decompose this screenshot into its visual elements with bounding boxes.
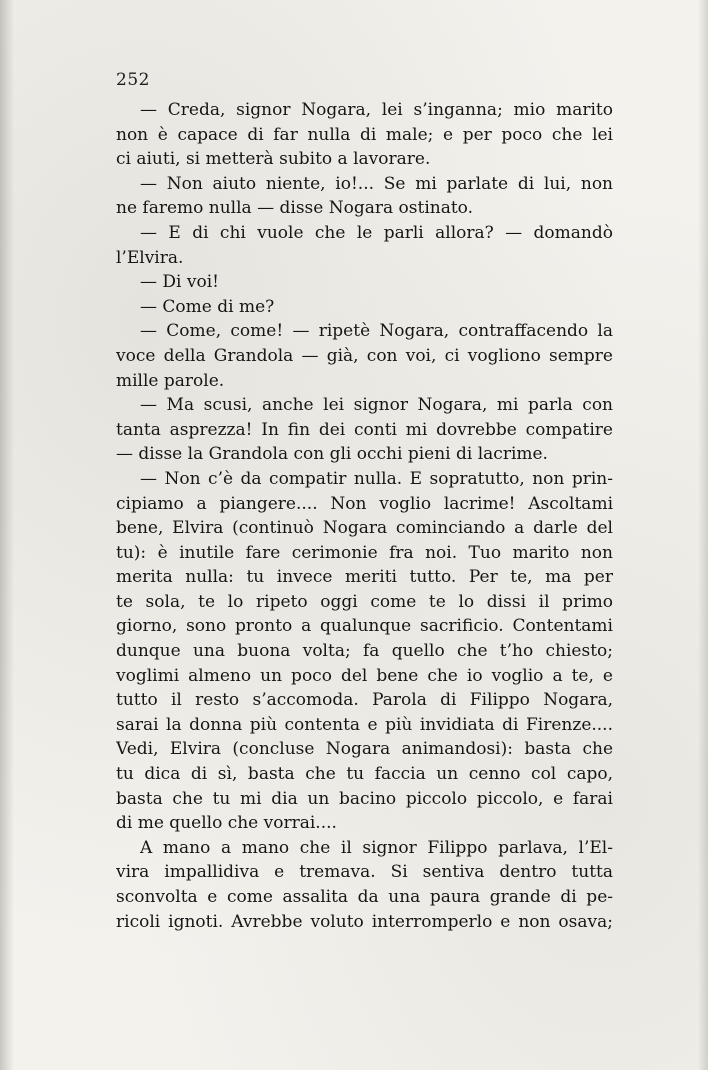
- text-line: cipiamo a piangere.... Non voglio lacrime! Ascoltami: [116, 493, 613, 514]
- text-line: l’Elvira.: [116, 247, 184, 268]
- text-line: — Non c’è da compatir nulla. E sopratutto, non prin-: [140, 468, 613, 489]
- text-line: basta che tu mi dia un bacino piccolo piccolo, e farai: [116, 788, 613, 809]
- text-line: — Come di me?: [140, 296, 275, 317]
- text-line: di me quello che vorrai....: [116, 813, 337, 834]
- text-line: non è capace di far nulla di male; e per poco che lei: [116, 124, 613, 145]
- body-text: [116, 98, 613, 934]
- text-line: bene, Elvira (continuò Nogara cominciando a darle del: [116, 518, 613, 539]
- text-line: te sola, te lo ripeto oggi come te lo dissi il primo: [116, 591, 613, 612]
- text-line: tutto il resto s’accomoda. Parola di Filippo Nogara,: [116, 690, 613, 711]
- text-line: tanta asprezza! In fin dei conti mi dovrebbe compatire: [116, 419, 613, 440]
- text-line: ne faremo nulla — disse Nogara ostinato.: [116, 198, 474, 219]
- text-line: A mano a mano che il signor Filippo parlava, l’El-: [140, 837, 613, 858]
- text-line: tu dica di sì, basta che tu faccia un cenno col capo,: [116, 764, 613, 785]
- page-number: 252: [116, 70, 150, 90]
- text-line: sarai la donna più contenta e più invidiata di Firenze....: [116, 714, 613, 735]
- text-line: sconvolta e come assalita da una paura grande di pe-: [116, 887, 613, 907]
- text-line: — Ma scusi, anche lei signor Nogara, mi parla con: [140, 395, 613, 416]
- text-line: — Non aiuto niente, io!... Se mi parlate di lui, non: [140, 173, 613, 194]
- text-line: ricoli ignoti. Avrebbe voluto interromperlo e non osava;: [116, 911, 613, 932]
- text-line: — E di chi vuole che le parli allora? — domandò: [140, 222, 613, 243]
- text-line: dunque una buona volta; fa quello che t’ho chiesto;: [116, 641, 613, 662]
- text-line: Vedi, Elvira (concluse Nogara animandosi): basta che: [116, 739, 613, 760]
- text-line: mille parole.: [116, 370, 225, 391]
- text-line: voce della Grandola — già, con voi, ci vogliono sempre: [116, 345, 613, 366]
- text-line: ci aiuti, si metterà subito a lavorare.: [116, 149, 431, 170]
- text-line: — Creda, signor Nogara, lei s’inganna; mio marito: [140, 100, 613, 120]
- text-line: — disse la Grandola con gli occhi pieni di lacrime.: [116, 444, 548, 465]
- text-line: tu): è inutile fare cerimonie fra noi. Tuo marito non: [116, 542, 613, 563]
- text-line: vira impallidiva e tremava. Si sentiva dentro tutta: [116, 862, 613, 883]
- text-line: giorno, sono pronto a qualunque sacrificio. Contentami: [116, 616, 613, 637]
- text-line: — Come, come! — ripetè Nogara, contraffacendo la: [140, 321, 613, 342]
- text-line: merita nulla: tu invece meriti tutto. Per te, ma per: [116, 567, 613, 588]
- text-line: voglimi almeno un poco del bene che io voglio a te, e: [116, 665, 613, 686]
- text-line: — Di voi!: [140, 272, 219, 293]
- page-gutter-shadow: [0, 0, 14, 1070]
- page-edge-shadow: [698, 0, 708, 1070]
